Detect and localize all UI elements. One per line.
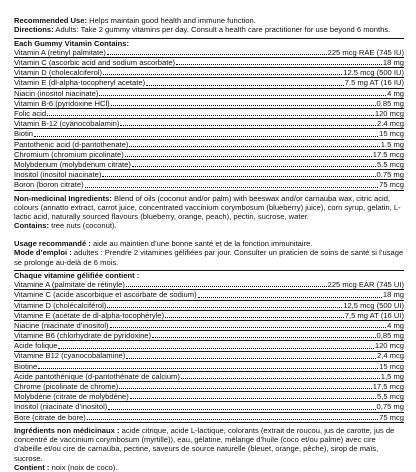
recommended-use-label: Recommended Use: (14, 16, 88, 25)
dot-leader (176, 63, 382, 65)
directions-text: Adults: Take 2 gummy vitamins per day. Consult a health care practitioner for use beyond 6 months. (55, 25, 391, 35)
ingredient-row (14, 89, 404, 99)
dot-leader (119, 387, 372, 389)
dot-leader (47, 114, 374, 116)
contains-text: tree nuts (coconut). (51, 221, 117, 231)
ingredient-row (14, 58, 404, 68)
ingredient-name: Boron (boron citrate) (14, 180, 84, 190)
dot-leader (110, 326, 387, 328)
ingredient-amount: 17.5 mcg (372, 149, 404, 159)
ingredient-amount: 5.5 mcg (376, 159, 404, 169)
ingredient-amount: 5,5 mcg (376, 392, 404, 402)
ingredient-name: Vitamine B12 (cyanocobalamine) (14, 351, 126, 361)
ingredient-amount: 1,5 mg (380, 371, 404, 381)
dot-leader (107, 53, 327, 55)
dot-leader (87, 418, 378, 420)
ingredient-amount: 7,5 mg AT (16 UI) (344, 310, 404, 320)
dot-leader (34, 135, 378, 137)
dot-leader (132, 165, 376, 167)
recommended-use-text: Helps maintain good health and immune function. (89, 16, 256, 25)
recommended-use-fr (14, 239, 404, 248)
directions-text-fr: adultes : Prendre 2 vitamines gélifiées par jour. Consulter un praticien de soins de santé si l’usage se prolonge au-delà de 6 mois. (14, 248, 404, 267)
ingredient-name: Biotin (14, 129, 33, 139)
dot-leader (102, 175, 375, 177)
ingredient-row (14, 140, 404, 150)
ingredient-amount: 1.5 mg (380, 139, 404, 149)
ingredient-name: Vitamine B6 (chlorhydrate de pyridoxine) (14, 331, 152, 341)
ingredient-amount: 12.5 mcg (500 IU) (343, 68, 404, 78)
dot-leader (152, 336, 376, 338)
ingredient-name: Vitamin D (cholecalciferol) (14, 68, 103, 78)
non-medicinal-text: Blend of oils (coconut and/or palm) with beeswax and/or carnauba wax, citric acid, colours (annatto extract, carrot juice, concentrated vaccinium corymbosum (blueberry) juice), corn syrup, gelatin, L-lactic acid, naturally sourced flavours (blueberry, orange, peach), pectin, sucrose, water. (14, 193, 401, 222)
dot-leader (165, 316, 344, 318)
ingredient-row (14, 341, 404, 351)
ingredient-row (14, 78, 404, 88)
ingredient-amount: 7.5 mg AT (16 IU) (344, 78, 404, 88)
dot-leader (130, 397, 376, 399)
non-medicinal-ingredients (14, 194, 404, 222)
ingredient-amount: 0,85 mg (376, 331, 404, 341)
ingredient-row (14, 352, 404, 362)
dot-leader (111, 104, 376, 106)
ingredient-amount: 225 mcg RAE (745 IU) (327, 47, 404, 57)
ingredient-amount: 17,5 mcg (372, 382, 404, 392)
ingredient-row (14, 372, 404, 382)
ingredient-name: Vitamin C (ascorbic acid and sodium ascorbate) (14, 58, 176, 68)
dot-leader (107, 306, 342, 308)
dot-leader (108, 408, 375, 410)
dot-leader (146, 84, 344, 86)
ingredient-row (14, 48, 404, 58)
english-section (14, 16, 404, 231)
ingredient-name: Vitamin A (retinyl palmitate) (14, 47, 106, 57)
ingredient-name: Pantothenic acid (d-pantothenate) (14, 139, 129, 149)
dot-leader (129, 145, 379, 147)
ingredient-row (14, 150, 404, 160)
contains-text-fr: noix (noix de coco). (51, 463, 118, 472)
directions-label: Directions: (14, 25, 54, 35)
contains-label: Contains: (14, 221, 50, 231)
non-medicinal-label-fr: Ingrédients non médicinaux : (14, 425, 120, 435)
ingredient-name: Inositol (inositol niacinate) (14, 170, 102, 180)
ingredient-row (14, 301, 404, 311)
ingredient-amount: 4 mg (387, 320, 404, 330)
dot-leader (38, 367, 378, 369)
ingredient-row (14, 99, 404, 109)
ingredient-amount: 0.75 mg (376, 170, 404, 180)
ingredients-table-heading-fr: Chaque vitamine gélifiée contient : (14, 270, 140, 280)
ingredient-name: Biotine (14, 361, 38, 371)
ingredient-amount: 18 mg (382, 58, 404, 68)
ingredient-name: Folic acid (14, 109, 47, 118)
dot-leader (126, 357, 376, 359)
dot-leader (125, 155, 372, 157)
ingredient-amount: 2,4 mcg (376, 351, 404, 361)
non-medicinal-ingredients-fr (14, 426, 404, 463)
contains-statement-fr (14, 463, 404, 472)
ingredient-row (14, 109, 404, 119)
ingredients-table-fr (14, 280, 404, 423)
directions-label-fr: Mode d’emploi : (14, 248, 72, 258)
ingredient-amount: 2.4 mcg (376, 119, 404, 129)
ingredient-name: Vitamine C (acide ascorbique et ascorbate de sodium) (14, 290, 197, 300)
ingredient-row (14, 180, 404, 190)
ingredient-amount: 225 mcg EAR (745 UI) (327, 280, 404, 290)
dot-leader (58, 347, 373, 349)
ingredient-name: Vitamin E (dl-alpha-tocopheryl acetate) (14, 78, 146, 88)
ingredient-name: Molybdenum (molybdenum citrate) (14, 159, 131, 169)
ingredient-amount: 120 mcg (374, 341, 404, 351)
ingredient-row (14, 311, 404, 321)
ingredient-amount: 4 mg (387, 88, 404, 98)
ingredient-row (14, 68, 404, 78)
dot-leader (103, 73, 342, 75)
recommended-use-text-fr: aide au maintien d’une bonne santé et de la fonction immunitaire. (92, 239, 313, 248)
ingredient-row (14, 382, 404, 392)
ingredient-name: Vitamin B-12 (cyanocobalamin) (14, 119, 120, 129)
ingredient-amount: 18 mg (382, 290, 404, 300)
ingredient-row (14, 119, 404, 129)
ingredient-row (14, 402, 404, 412)
ingredient-name: Bore (citrate de bore) (14, 412, 86, 422)
ingredient-name: Vitamine A (palmitate de rétinyle) (14, 280, 125, 290)
french-section (14, 239, 404, 472)
ingredient-row (14, 170, 404, 180)
dot-leader (126, 285, 327, 287)
ingredient-name: Vitamine E (acétate de dl-alpha-tocophéryle) (14, 310, 165, 320)
recommended-use-label-fr: Usage recommandé : (14, 239, 91, 248)
ingredient-row (14, 129, 404, 139)
contains-label-fr: Contient : (14, 463, 50, 472)
ingredient-name: Acide folique (14, 341, 58, 351)
ingredient-name: Niacine (niacinate d’inositol) (14, 320, 109, 330)
recommended-use (14, 16, 404, 25)
ingredient-amount: 75 mcg (379, 412, 404, 422)
ingredient-name: Molybdène (citrate de molybdène) (14, 392, 129, 402)
ingredient-amount: 0,75 mg (376, 402, 404, 412)
ingredient-row (14, 392, 404, 402)
dot-leader (85, 186, 378, 188)
ingredients-table (14, 48, 404, 191)
ingredient-amount: 15 mcg (379, 129, 404, 139)
ingredient-name: Vitamin B-6 (pyridoxine HCl) (14, 98, 110, 108)
ingredient-row (14, 331, 404, 341)
ingredient-amount: 12,5 mcg (500 UI) (343, 300, 404, 310)
dot-leader (181, 377, 380, 379)
contains-statement (14, 221, 404, 230)
ingredient-name: Chrome (picolinate de chrome) (14, 382, 119, 392)
ingredient-name: Vitamine D (cholécalciférol) (14, 300, 107, 310)
ingredient-amount: 120 mcg (374, 109, 404, 118)
directions (14, 25, 404, 34)
dot-leader (198, 296, 382, 298)
ingredient-row (14, 413, 404, 423)
ingredient-name: Chromium (chromium picolinate) (14, 149, 124, 159)
ingredient-amount: 0.85 mg (376, 98, 404, 108)
dot-leader (99, 94, 386, 96)
non-medicinal-label: Non-medicinal Ingredients: (14, 193, 112, 203)
ingredient-row (14, 362, 404, 372)
ingredient-name: Niacin (inositol niacinate) (14, 88, 99, 98)
ingredient-row (14, 321, 404, 331)
ingredient-amount: 75 mcg (379, 180, 404, 190)
dot-leader (120, 124, 376, 126)
ingredient-row (14, 290, 404, 300)
ingredient-row (14, 160, 404, 170)
ingredient-amount: 15 mcg (379, 361, 404, 371)
ingredient-name: Inositol (niacinate d’inositol) (14, 402, 108, 412)
directions-fr (14, 248, 404, 267)
ingredients-table-heading: Each Gummy Vitamin Contains: (14, 38, 130, 48)
ingredient-name: Acide pantothénique (d-pantothénate de calcium) (14, 371, 180, 381)
ingredient-row (14, 280, 404, 290)
non-medicinal-text-fr: acide citrique, acide L-lactique, colorants (extrait de roucou, jus de carotte, jus de concentré de vaccinium corymbosum (myrtille)), eau, gélatine, mélange d’huile (coco et/ou palme) avec cire d’abeille et/ou cire de carnauba, pectine, saveurs de source naturelle (bleuet, orange, pêche), sirop de maïs, sucrose. (14, 425, 395, 463)
